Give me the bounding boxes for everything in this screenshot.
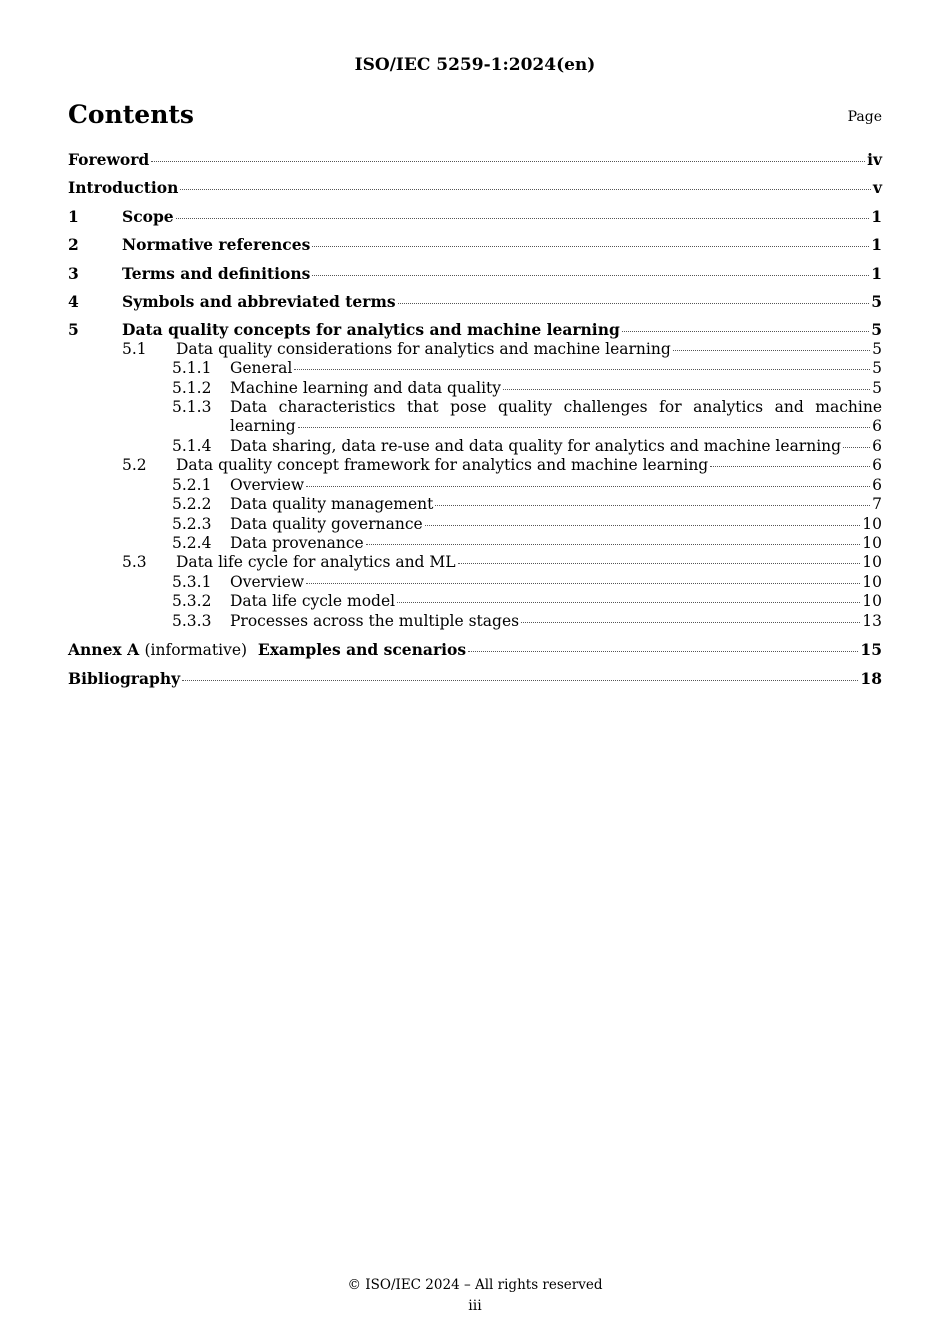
toc-number: 4 (68, 292, 79, 312)
toc-number: 5.3.1 (172, 572, 212, 591)
toc-title: Symbols and abbreviated terms (122, 292, 396, 312)
dot-leader (458, 563, 861, 564)
toc-page: 6 (872, 436, 882, 455)
dot-leader (294, 369, 870, 370)
toc-title: Normative references (122, 235, 311, 255)
annex-label: Annex A (68, 639, 140, 659)
toc-number: 5.2.1 (172, 475, 212, 494)
dot-leader (673, 350, 870, 351)
toc-entry-5-3-2[interactable] (68, 592, 882, 611)
toc-title-line-2-row (230, 417, 882, 436)
toc-page: 5 (872, 378, 882, 397)
toc-title: Scope (122, 206, 174, 226)
toc-title: Processes across the multiple stages (230, 611, 520, 630)
dot-leader (306, 583, 860, 584)
dot-leader (180, 189, 871, 190)
toc-entry-annex-a[interactable] (68, 640, 882, 660)
toc-entry-terms-and-definitions[interactable] (68, 264, 882, 283)
contents-title: Contents (68, 100, 195, 129)
toc-entry-5-3[interactable] (68, 553, 882, 572)
toc-page: 1 (871, 263, 882, 283)
toc-page: 13 (862, 611, 882, 630)
toc-page: 10 (862, 533, 882, 552)
dot-leader (425, 525, 861, 526)
toc-number: 5.1.2 (172, 378, 212, 397)
toc-number: 5.3.3 (172, 611, 212, 630)
dot-leader (151, 161, 865, 162)
toc-title: Overview (230, 475, 305, 494)
dot-leader (521, 622, 860, 623)
toc-entry-section-5[interactable] (68, 320, 882, 339)
toc-title: Data quality concept framework for analytics and machine learning (176, 456, 709, 475)
toc-page: 7 (872, 495, 882, 514)
toc-title: Overview (230, 572, 305, 591)
toc-wrapped-title (230, 398, 882, 437)
toc-entry-normative-references[interactable] (68, 235, 882, 254)
toc-page: 6 (872, 456, 882, 475)
dot-leader (298, 427, 870, 428)
copyright-notice: © ISO/IEC 2024 – All rights reserved (347, 1277, 603, 1293)
toc-number: 5.3.2 (172, 592, 212, 611)
toc-title: Data quality considerations for analytics and machine learning (176, 339, 671, 358)
toc-entry-scope[interactable] (68, 207, 882, 226)
toc-entry-5-2-2[interactable] (68, 495, 882, 514)
annex-title: Examples and scenarios (257, 639, 467, 659)
toc-number: 5.2.2 (172, 495, 212, 514)
toc-page: 10 (862, 572, 882, 591)
toc-number: 3 (68, 263, 79, 283)
toc-title: Introduction (68, 178, 179, 198)
dot-leader (622, 331, 869, 332)
toc-title: Bibliography (68, 669, 181, 689)
toc-title: Data quality governance (230, 514, 423, 533)
toc-entry-introduction[interactable] (68, 178, 882, 197)
toc-page: 10 (862, 592, 882, 611)
toc-entry-bibliography[interactable] (68, 669, 882, 688)
toc-page: 18 (860, 669, 882, 689)
dot-leader (306, 486, 870, 487)
toc-entry-5-1[interactable] (68, 340, 882, 359)
toc-title: Data life cycle for analytics and ML (176, 553, 456, 572)
toc-entry-5-1-3[interactable] (68, 398, 882, 437)
toc-title: General (230, 359, 293, 378)
toc-entry-5-1-2[interactable] (68, 379, 882, 398)
dot-leader (398, 303, 870, 304)
dot-leader (710, 466, 870, 467)
toc-title-line-2: learning (230, 417, 296, 436)
toc-title: Foreword (68, 150, 150, 169)
toc-page: v (872, 178, 882, 198)
toc-entry-5-2-4[interactable] (68, 534, 882, 553)
toc-number: 5.1.4 (172, 436, 212, 455)
toc-page: 5 (871, 320, 882, 340)
toc-number: 5.2 (122, 456, 147, 475)
toc-page: 6 (872, 475, 882, 494)
table-of-contents (68, 150, 882, 689)
toc-entry-5-1-1[interactable] (68, 359, 882, 378)
toc-title: Data quality concepts for analytics and machine learning (122, 320, 620, 340)
dot-leader (182, 680, 858, 681)
toc-title: Data provenance (230, 533, 364, 552)
toc-entry-5-3-3[interactable] (68, 612, 882, 631)
dot-leader (312, 275, 869, 276)
toc-page: 6 (872, 417, 882, 436)
dot-leader (312, 246, 869, 247)
toc-entry-5-2[interactable] (68, 456, 882, 475)
toc-title: Machine learning and data quality (230, 378, 502, 397)
dot-leader (843, 447, 870, 448)
toc-page: 10 (862, 514, 882, 533)
toc-number: 5.1 (122, 339, 147, 358)
toc-entry-5-2-1[interactable] (68, 476, 882, 495)
dot-leader (503, 389, 870, 390)
toc-number: 5.2.4 (172, 533, 212, 552)
toc-page: 1 (871, 206, 882, 226)
toc-number: 5.1.3 (172, 398, 212, 417)
toc-title: Data sharing, data re-use and data quality for analytics and machine learning (230, 436, 842, 455)
toc-title: Terms and definitions (122, 263, 311, 283)
dot-leader (435, 505, 870, 506)
toc-number: 2 (68, 235, 79, 255)
toc-entry-symbols[interactable] (68, 292, 882, 311)
toc-number: 5.3 (122, 553, 147, 572)
toc-entry-5-1-4[interactable] (68, 437, 882, 456)
toc-title: Data life cycle model (230, 592, 396, 611)
dot-leader (366, 544, 861, 545)
toc-page: 10 (862, 553, 882, 572)
toc-page: 5 (871, 292, 882, 312)
dot-leader (397, 602, 860, 603)
document-identifier: ISO/IEC 5259-1:2024(en) (354, 55, 596, 75)
toc-title-annex (68, 640, 466, 660)
dot-leader (468, 651, 858, 652)
toc-entry-5-3-1[interactable] (68, 573, 882, 592)
page-column-label: Page (847, 109, 882, 125)
toc-number: 5.1.1 (172, 359, 212, 378)
toc-page: iv (867, 150, 882, 169)
toc-page: 5 (872, 359, 882, 378)
toc-number: 1 (68, 206, 79, 226)
toc-page: 1 (871, 235, 882, 255)
toc-entry-foreword[interactable] (68, 150, 882, 169)
dot-leader (176, 218, 870, 219)
contents-heading-row (68, 100, 882, 134)
toc-page: 5 (872, 339, 882, 358)
toc-entry-5-2-3[interactable] (68, 515, 882, 534)
toc-number: 5 (68, 320, 79, 340)
toc-number: 5.2.3 (172, 514, 212, 533)
toc-title: Data quality management (230, 495, 434, 514)
toc-title-line-1: Data characteristics that pose quality challenges for analytics and machine (230, 398, 882, 417)
annex-qualifier: (informative) (144, 640, 248, 659)
page-number: iii (468, 1298, 482, 1314)
toc-page: 15 (860, 639, 882, 659)
